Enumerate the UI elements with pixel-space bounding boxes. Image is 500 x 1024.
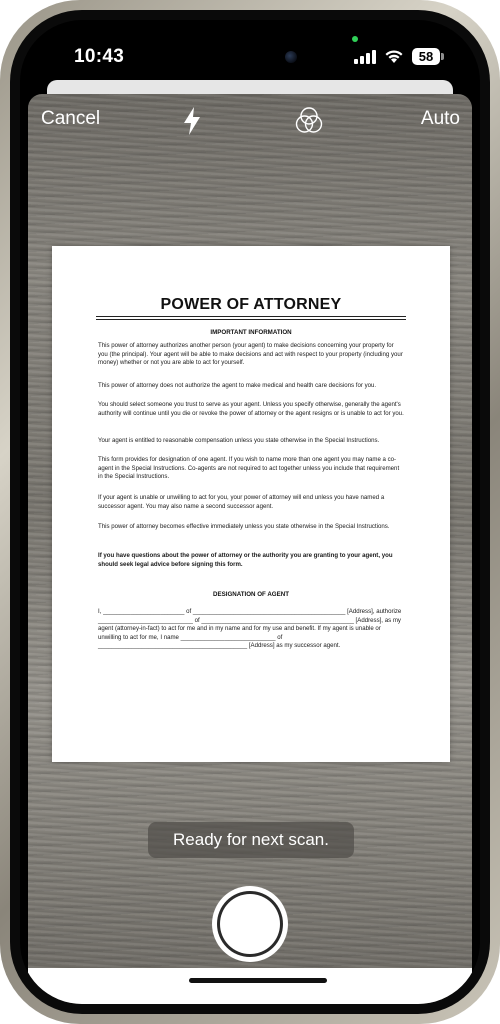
- status-time: 10:43: [74, 46, 125, 67]
- shutter-inner: [220, 894, 280, 954]
- designation-heading: DESIGNATION OF AGENT: [213, 591, 289, 598]
- document-paragraph: This power of attorney becomes effective immediately unless you state otherwise in the Special Instructions.: [98, 523, 390, 530]
- background-sheet: [47, 80, 453, 94]
- document-paragraph: If your agent is unable or unwilling to act for you, your power of attorney will end unless you have named a successor agent. You may also name a second successor agent.: [98, 494, 385, 510]
- document-paragraph: You should select someone you trust to serve as your agent. Unless you specify otherwise, generally the agent's authority will continue until you die or revoke the power of attorney or the agent resigns or is unable to act for you.: [98, 401, 404, 417]
- home-indicator[interactable]: [189, 978, 327, 983]
- document-paragraph: This form provides for designation of one agent. If you wish to name more than one agent you may name a co-agent in the Special Instructions. Co-agents are not required to act together unless you include that requirement in the Special Instructions.: [98, 456, 400, 481]
- designation-text: I, ________________________ of _____________________________________________ [Address], authorize ____________________________ of _____________________________________________ [Address], as my agent (attorney-in-fact) to act for me and in my name and for my use and benefit. If my agent is unable or unwilling to act for me, I name ____________________________ of ____________________________________________ [Address] as my successor agent.: [98, 608, 402, 650]
- battery-indicator: 58: [412, 48, 440, 65]
- document-paragraph: Your agent is entitled to reasonable compensation unless you state otherwise in the Special Instructions.: [98, 437, 380, 444]
- document-title: POWER OF ATTORNEY: [160, 296, 342, 313]
- scanner-toolbar: [28, 94, 472, 150]
- cellular-signal-icon: [354, 50, 376, 64]
- document-paragraph-bold: If you have questions about the power of attorney or the authority you are granting to your agent, you should seek legal advice before signing this form.: [98, 552, 393, 568]
- title-rule: [96, 319, 406, 320]
- document-paragraph: This power of attorney does not authorize the agent to make medical and health care decisions for you.: [98, 382, 377, 389]
- important-heading: IMPORTANT INFORMATION: [210, 329, 292, 336]
- camera-viewfinder: [28, 94, 472, 1004]
- title-rule: [96, 316, 406, 317]
- document-paragraph: This power of attorney authorizes another person (your agent) to make decisions concerning your property for you (the principal). Your agent will be able to make decisions and act with respect to your property (including your money) whether or not you are able to act for yourself.: [98, 342, 403, 367]
- bottom-safe-area: [28, 968, 472, 1004]
- scanned-document: [52, 246, 450, 762]
- front-camera-icon: [285, 51, 297, 63]
- auto-capture-toggle[interactable]: Auto: [420, 108, 460, 129]
- shutter-button[interactable]: [212, 886, 288, 962]
- screen: [20, 20, 480, 1004]
- flash-icon[interactable]: [180, 106, 204, 136]
- filters-icon[interactable]: [294, 106, 324, 136]
- cancel-button[interactable]: Cancel: [41, 108, 101, 129]
- shutter-ring: [217, 891, 283, 957]
- camera-in-use-indicator: [352, 36, 358, 42]
- battery-tip: [441, 53, 444, 60]
- wifi-icon: [384, 48, 404, 64]
- status-toast: Ready for next scan.: [148, 822, 354, 858]
